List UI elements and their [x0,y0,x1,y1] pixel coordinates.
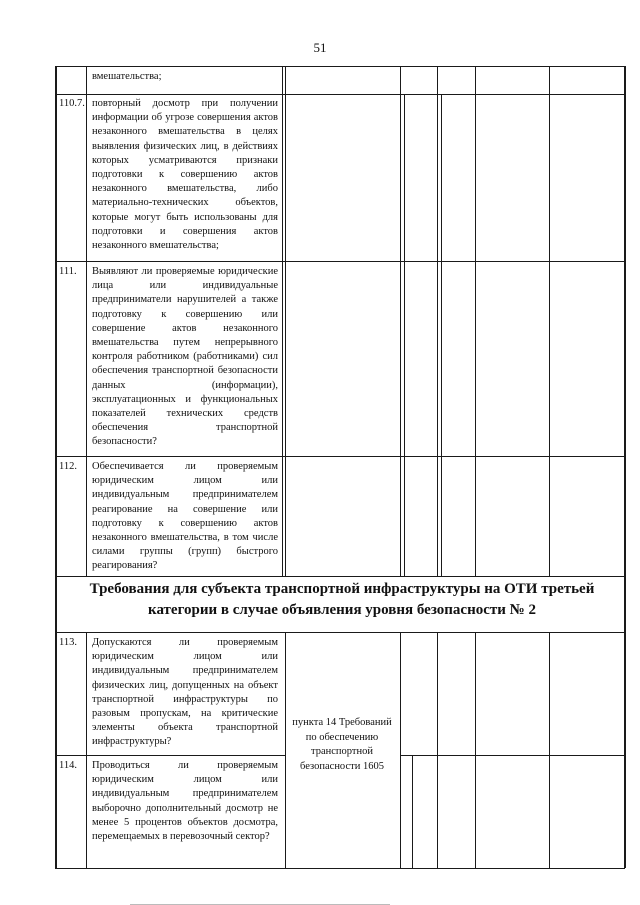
col-border [624,632,626,868]
col-border [437,66,438,576]
requirement-text: Выявляют ли проверяемые юридические лица или индивидуальные предприниматели нарушителей а также подготовку к совершению или совершение актов незаконного вмешательства путем непрерывного контроля работником (работниками) сил обеспечения транспортной безопасности данных (информации), эксплуатационных и функциональных показателей технических средств обеспечения транспортной безопасности? [92,266,278,448]
col-border [441,94,442,576]
col-border [55,66,57,576]
item-number: 113. [59,637,77,648]
table-top-border [55,66,625,67]
row-divider [400,755,625,756]
legal-reference: пункта 14 Требований по обеспечению транспортной безопасности 1605 [292,717,392,772]
col-border [404,94,405,576]
col-border [437,632,438,868]
page-number: 51 [313,40,327,55]
row-divider [55,632,625,633]
row-divider [55,94,625,95]
col-border [624,66,626,576]
row-divider [55,456,625,457]
requirement-text: повторный досмотр при получении информации об угрозе совершения актов незаконного вмешательства в целях выявления физических лиц, в действиях которых усматриваются признаки подготовки к совершению актов незаконного вмешательства, либо материально-технических объектов, которые могут быть использованы для подготовки и совершения актов незаконного вмешательства; [92,98,278,252]
section-heading: Требования для субъекта транспортной инфраструктуры на ОТИ третьей категории в случае объявления уровня безопасности № 2 [89,581,595,618]
requirement-text: Обеспечивается ли проверяемым юридическим лицом или индивидуальным предпринимателем реагирование на совершение или подготовку к совершению актов незаконного вмешательства, в том числе силами группы (групп) быстрого реагирования? [92,461,278,572]
table-bottom-border [55,868,625,869]
requirement-text: Проводиться ли проверяемым юридическим лицом или индивидуальным предпринимателем выборочно дополнительный досмотр не менее 5 процентов объектов досмотра, перемещаемых в перевозочный сектор? [92,760,278,843]
col-border [55,576,57,632]
col-border [282,66,283,576]
row-divider [55,261,625,262]
item-number: 114. [59,760,77,771]
col-border [400,632,401,868]
col-border [412,755,413,868]
requirement-text: Допускаются ли проверяемым юридическим лицом или индивидуальным предпринимателем физических лиц, допущенных на объект транспортной инфраструктуры по разовым пропускам, на критические элементы объекта транспортной инфраструктуры? [92,637,278,748]
col-border [549,66,550,576]
item-number: 112. [59,461,77,472]
col-border [55,632,57,868]
col-border [624,576,626,632]
item-number: 110.7. [59,98,85,109]
col-border [86,66,87,576]
row-divider [55,755,285,756]
col-border [475,632,476,868]
col-border [86,632,87,868]
requirement-text: вмешательства; [92,71,162,82]
col-border [549,632,550,868]
col-border [400,66,401,576]
col-border [475,66,476,576]
item-number: 111. [59,266,77,277]
row-divider [55,576,625,577]
col-border [285,66,286,576]
